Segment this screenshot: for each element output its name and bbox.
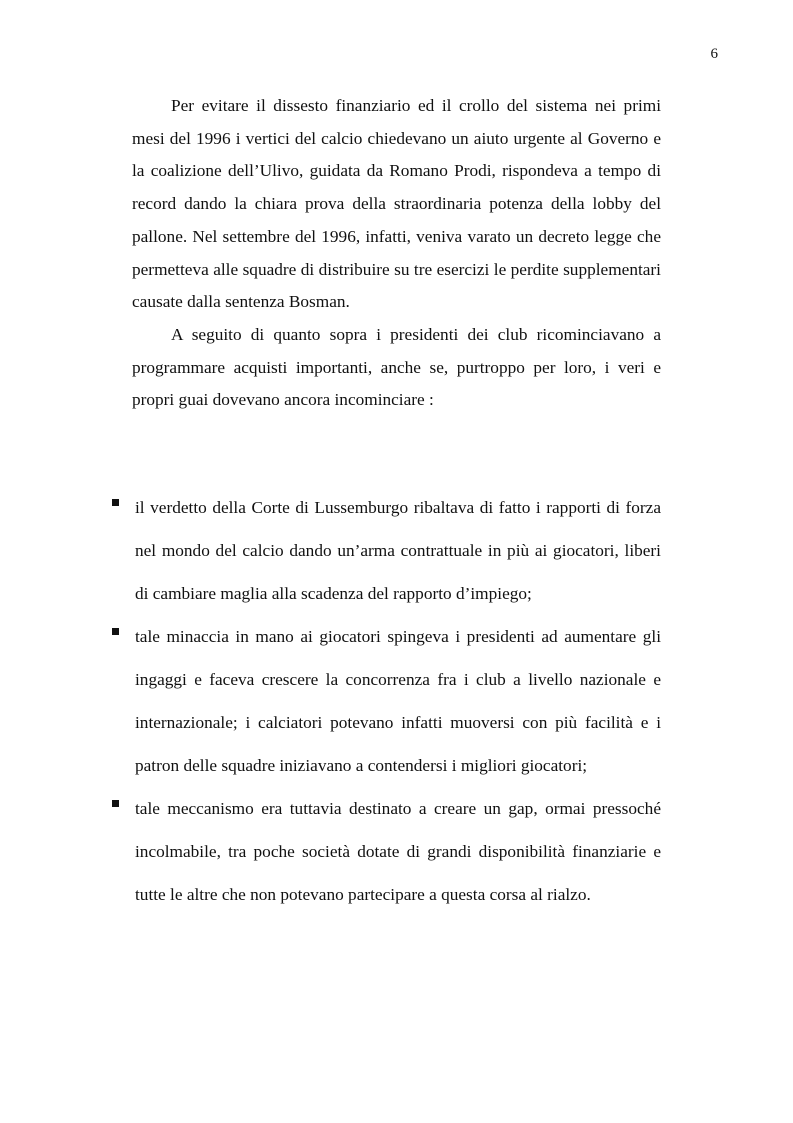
list-item	[0, 615, 793, 787]
list-item-text: tale meccanismo era tuttavia destinato a creare un gap, ormai pressoché incolmabile, tra poche società dotate di grandi disponibilità finanziarie e tutte le altre che non potevano partecipare a questa corsa al rialzo.	[135, 799, 661, 904]
paragraph-2: A seguito di quanto sopra i presidenti dei club ricominciavano a programmare acquisti importanti, anche se, purtroppo per loro, i veri e propri guai dovevano ancora incominciare :	[132, 324, 661, 410]
body-text	[132, 90, 661, 417]
paragraph-1: Per evitare il dissesto finanziario ed il crollo del sistema nei primi mesi del 1996 i vertici del calcio chiedevano un aiuto urgente al Governo e la coalizione dell’Ulivo, guidata da Romano Prodi, rispondeva a tempo di record dando la chiara prova della straordinaria potenza della lobby del pallone. Nel settembre del 1996, infatti, veniva varato un decreto legge che permetteva alle squadre di distribuire su tre esercizi le perdite supplementari causate dalla sentenza Bosman.	[132, 96, 661, 312]
list-item-text: il verdetto della Corte di Lussemburgo ribaltava di fatto i rapporti di forza nel mondo del calcio dando un’arma contrattuale in più ai giocatori, liberi di cambiare maglia alla scadenza del rapporto d’impiego;	[135, 498, 661, 603]
square-bullet-icon	[112, 628, 119, 635]
list-item	[0, 787, 793, 916]
square-bullet-icon	[112, 499, 119, 506]
page-number: 6	[710, 46, 718, 62]
square-bullet-icon	[112, 800, 119, 807]
bullet-list	[0, 486, 793, 916]
list-item-text: tale minaccia in mano ai giocatori spingeva i presidenti ad aumentare gli ingaggi e faceva crescere la concorrenza fra i club a livello nazionale e internazionale; i calciatori potevano infatti muoversi con più facilità e i patron delle squadre iniziavano a contendersi i migliori giocatori;	[135, 627, 661, 775]
list-item	[0, 486, 793, 615]
